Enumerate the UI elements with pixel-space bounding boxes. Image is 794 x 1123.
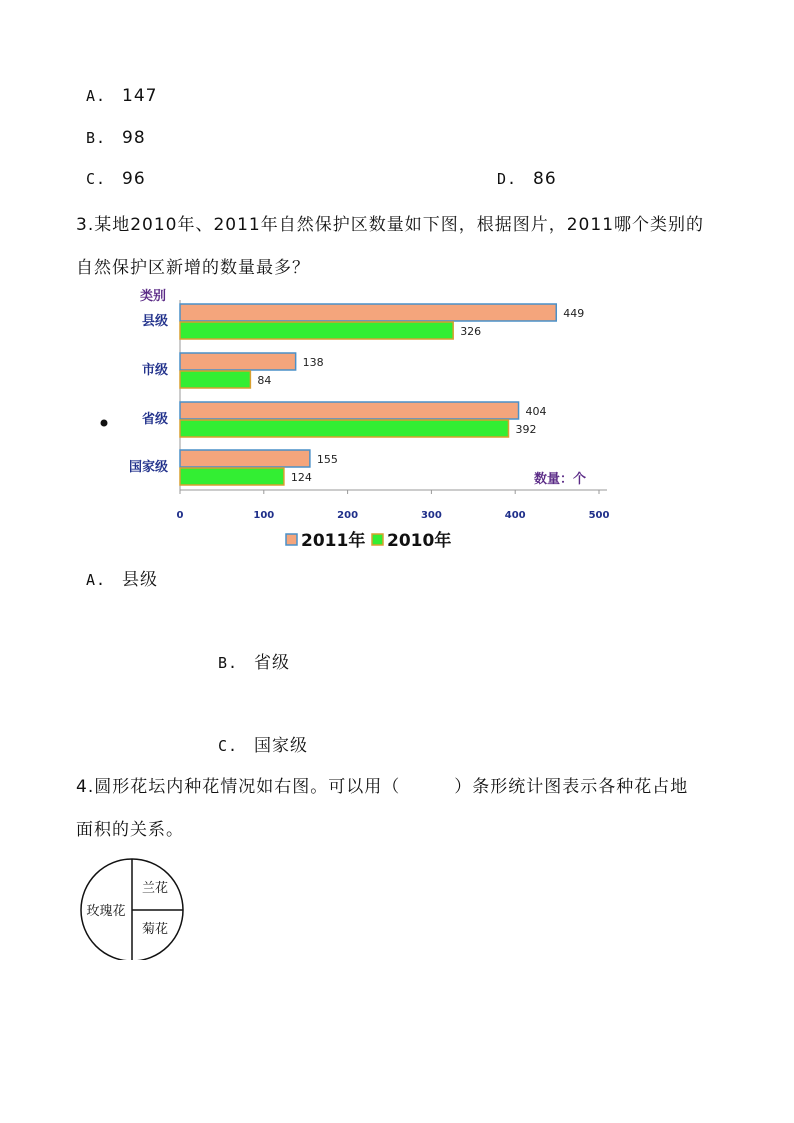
option-text: 98 — [122, 128, 146, 148]
q3-option-b — [218, 648, 290, 673]
category-label: 县级 — [141, 314, 168, 329]
bar — [180, 468, 284, 485]
category-label: 国家级 — [128, 460, 168, 475]
option-text: 县级 — [122, 570, 158, 590]
bullet-dot — [101, 420, 108, 427]
option-letter: C. — [218, 737, 239, 755]
bar — [180, 402, 519, 419]
flower-bed-circle-diagram — [78, 850, 188, 960]
pie-label-chrysanthemum: 菊花 — [141, 922, 169, 937]
q4-stem-line2: 面积的关系。 — [76, 820, 184, 840]
bar-chart — [100, 286, 630, 556]
option-letter: D. — [497, 170, 518, 188]
legend-label: 2010年 — [387, 531, 452, 551]
data-label: 155 — [316, 453, 338, 466]
y-axis-title: 类别 — [140, 289, 167, 304]
option-letter: B. — [218, 654, 239, 672]
data-label: 404 — [525, 405, 547, 418]
q4-stem-line1: 4.圆形花坛内种花情况如右图。可以用（ ）条形统计图表示各种花占地 — [76, 777, 689, 797]
q2-option-c — [86, 169, 146, 189]
category-label: 市级 — [141, 363, 168, 378]
bar — [180, 304, 556, 321]
x-tick-label: 300 — [420, 510, 442, 521]
legend-swatch — [286, 534, 297, 545]
option-text: 96 — [122, 169, 146, 189]
option-text: 86 — [533, 169, 557, 189]
q3-option-c — [218, 731, 308, 756]
data-label: 449 — [563, 307, 585, 320]
option-text: 国家级 — [254, 736, 308, 756]
data-label: 124 — [290, 471, 312, 484]
pie-label-orchid: 兰花 — [141, 881, 169, 896]
q3-option-a — [86, 565, 158, 590]
bar — [180, 371, 250, 388]
data-label: 392 — [515, 423, 537, 436]
q3-stem-line1: 3.某地2010年、2011年自然保护区数量如下图，根据图片，2011哪个类别的 — [76, 215, 705, 235]
bar — [180, 353, 296, 370]
x-tick-label: 0 — [176, 510, 184, 521]
legend-label: 2011年 — [301, 531, 366, 551]
option-letter: C. — [86, 170, 107, 188]
option-letter: A. — [86, 87, 107, 105]
q2-option-b — [86, 128, 146, 148]
data-label: 84 — [257, 374, 272, 387]
x-tick-label: 500 — [588, 510, 610, 521]
bar — [180, 420, 508, 437]
bar — [180, 450, 310, 467]
legend-swatch — [372, 534, 383, 545]
option-letter: A. — [86, 571, 107, 589]
x-tick-label: 400 — [504, 510, 526, 521]
data-label: 326 — [460, 325, 482, 338]
bar — [180, 322, 453, 339]
q3-stem-line2: 自然保护区新增的数量最多？ — [76, 258, 310, 278]
category-label: 省级 — [141, 412, 168, 427]
option-text: 147 — [122, 86, 158, 106]
option-letter: B. — [86, 129, 107, 147]
x-axis-caption: 数量：个 — [534, 472, 587, 487]
q2-option-d — [497, 169, 557, 189]
x-tick-label: 200 — [337, 510, 359, 521]
data-label: 138 — [302, 356, 324, 369]
option-text: 省级 — [254, 653, 290, 673]
x-tick-label: 100 — [253, 510, 275, 521]
pie-label-rose: 玫瑰花 — [86, 904, 126, 919]
q2-option-a — [86, 86, 157, 106]
